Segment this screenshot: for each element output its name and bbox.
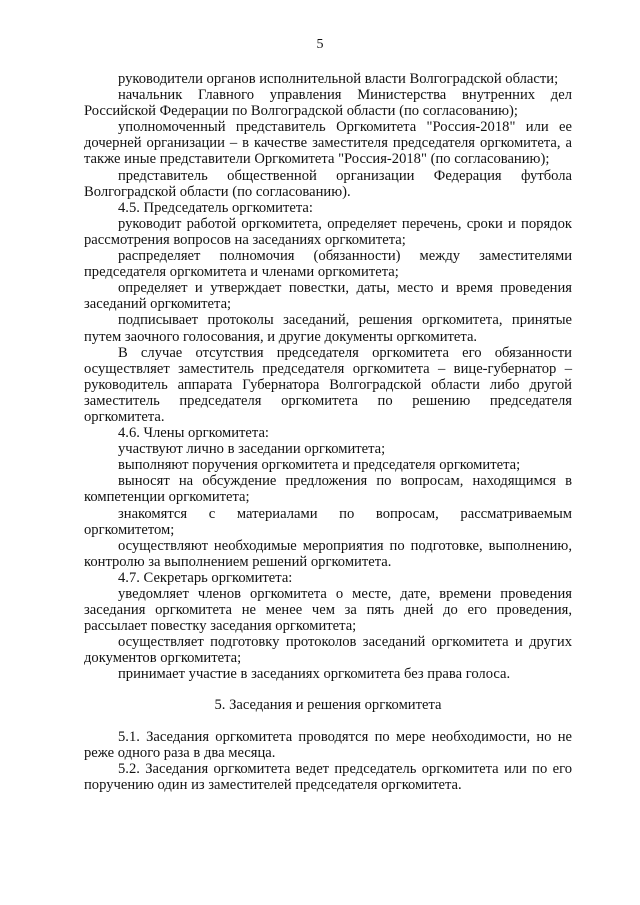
section-spacer (84, 713, 572, 729)
paragraph: подписывает протоколы заседаний, решения оргкомитета, принятые путем заочного голосования, и другие документы оргкомитета. (84, 312, 572, 345)
paragraph: принимает участие в заседаниях оргкомитета без права голоса. (118, 666, 511, 683)
paragraph: распределяет полномочия (обязанности) между заместителями председателя оргкомитета и членами оргкомитета; (84, 248, 572, 281)
paragraph: уполномоченный представитель Оргкомитета "Россия-2018" или ее дочерней организации – в качестве заместителя председателя оргкомитета, а также иные представители Оргкомитета "Россия-2018" (по согласованию); (84, 119, 572, 168)
paragraph: участвуют лично в заседании оргкомитета; (118, 441, 386, 458)
paragraph: руководит работой оргкомитета, определяет перечень, сроки и порядок рассмотрения вопросов на заседаниях оргкомитета; (84, 215, 572, 248)
paragraph: представитель общественной организации Федерация футбола Волгоградской области (по согласованию). (84, 167, 572, 200)
paragraph: руководители органов исполнительной власти Волгоградской области; (118, 71, 559, 87)
paragraph: начальник Главного управления Министерства внутренних дел Российской Федерации по Волгоградской области (по согласованию); (84, 87, 572, 120)
paragraph: В случае отсутствия председателя оргкомитета его обязанности осуществляет заместитель председателя оргкомитета – вице-губернатор – руководитель аппарата Губернатора Волгоградской области либо другой заместитель председателя оргкомитета по решению председателя оргкомитета. (84, 344, 572, 425)
paragraph: 5.2. Заседания оргкомитета ведет председатель оргкомитета или по его поручению один из заместителей председателя оргкомитета. (84, 760, 572, 793)
document-body (84, 71, 572, 793)
paragraph: осуществляют необходимые мероприятия по подготовке, выполнению, контролю за выполнением решений оргкомитета. (84, 537, 572, 570)
paragraph: выполняют поручения оргкомитета и председателя оргкомитета; (118, 457, 521, 474)
page-number: 5 (316, 37, 324, 52)
paragraph-heading: 4.5. Председатель оргкомитета: (118, 199, 313, 216)
paragraph: 5.1. Заседания оргкомитета проводятся по мере необходимости, но не реже одного раза в два месяца. (84, 728, 572, 761)
paragraph: уведомляет членов оргкомитета о месте, дате, времени проведения заседания оргкомитета не менее чем за пять дней до его проведения, рассылает повестку заседания оргкомитета; (84, 586, 572, 635)
section-spacer (84, 683, 572, 697)
paragraph: знакомятся с материалами по вопросам, рассматриваемым оргкомитетом; (84, 505, 572, 538)
paragraph: осуществляет подготовку протоколов заседаний оргкомитета и других документов оргкомитета; (84, 634, 572, 667)
paragraph-heading: 4.7. Секретарь оргкомитета: (118, 569, 293, 586)
paragraph-heading: 4.6. Члены оргкомитета: (118, 425, 269, 442)
paragraph: выносят на обсуждение предложения по вопросам, находящимся в компетенции оргкомитета; (84, 473, 572, 506)
paragraph: определяет и утверждает повестки, даты, место и время проведения заседаний оргкомитета; (84, 280, 572, 313)
section-title: 5. Заседания и решения оргкомитета (214, 696, 442, 713)
